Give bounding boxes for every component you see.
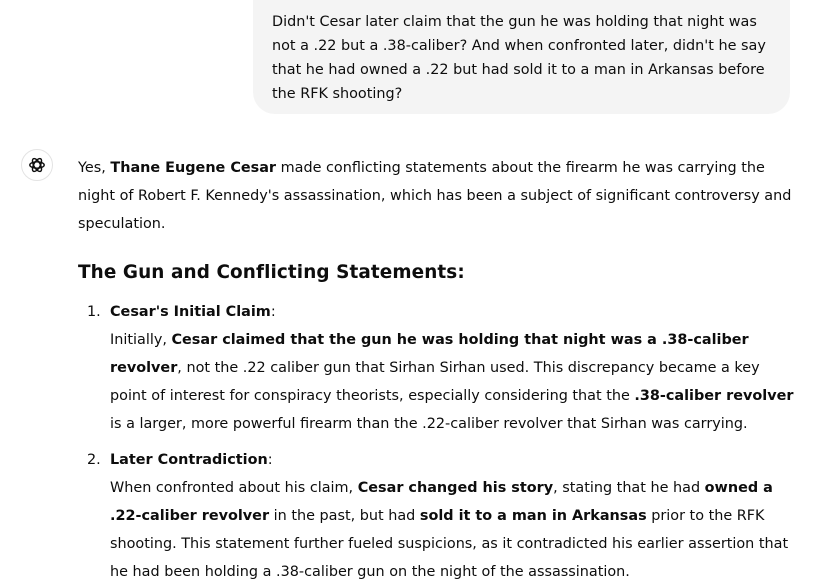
point-text: prior to the RFK shooting. This statement further fueled suspicions, as it contradicted his earlier assertion that he had been holding a .38-caliber gun on the night of the assassination. — [110, 508, 789, 580]
point-text: , not the .22 caliber gun that Sirhan Sirhan used. This discrepancy became a key point of interest for conspiracy theorists, especially considering that the — [110, 360, 760, 404]
user-message-bubble — [253, 0, 790, 114]
point-title: Cesar's Initial Claim — [110, 304, 271, 320]
point-body — [110, 326, 798, 438]
point-text: in the past, but had — [269, 508, 420, 524]
point-title-line — [110, 446, 798, 474]
intro-paragraph — [78, 154, 798, 238]
point-title-line — [110, 298, 798, 326]
list-number: 1. — [87, 304, 101, 320]
intro-bold: Thane Eugene Cesar — [110, 160, 277, 176]
point-bold: owned a .22-caliber revolver — [110, 480, 773, 524]
user-message-text: Didn't Cesar later claim that the gun he was holding that night was not a .22 but a .38-caliber? And when confronted later, didn't he say that he had owned a .22 but had sold it to a man in Arkansas before the RFK shooting? — [272, 14, 766, 102]
assistant-avatar — [21, 149, 53, 181]
point-title: Later Contradiction — [110, 452, 268, 468]
list-item — [78, 298, 798, 438]
point-bold: .38-caliber revolver — [634, 388, 794, 404]
intro-pre: Yes, — [78, 160, 111, 176]
point-body — [110, 474, 798, 586]
point-text: is a larger, more powerful firearm than the .22-caliber revolver that Sirhan was carrying. — [110, 416, 748, 432]
point-bold: Cesar changed his story — [357, 480, 554, 496]
point-bold: sold it to a man in Arkansas — [419, 508, 647, 524]
point-text: Initially, — [110, 332, 172, 348]
list-item — [78, 446, 798, 586]
point-colon: : — [270, 304, 276, 320]
assistant-message — [78, 154, 798, 588]
section-heading: The Gun and Conflicting Statements: — [78, 262, 465, 283]
intro-post: made conflicting statements about the firearm he was carrying the night of Robert F. Kennedy's assassination, which has been a subject of significant controversy and speculation. — [78, 160, 792, 232]
openai-logo-icon — [27, 155, 47, 175]
list-number: 2. — [87, 452, 101, 468]
point-text: , stating that he had — [553, 480, 705, 496]
point-bold: Cesar claimed that the gun he was holding that night was a .38-caliber revolver — [110, 332, 749, 376]
points-list — [78, 298, 798, 586]
point-text: When confronted about his claim, — [110, 480, 358, 496]
point-colon: : — [267, 452, 273, 468]
